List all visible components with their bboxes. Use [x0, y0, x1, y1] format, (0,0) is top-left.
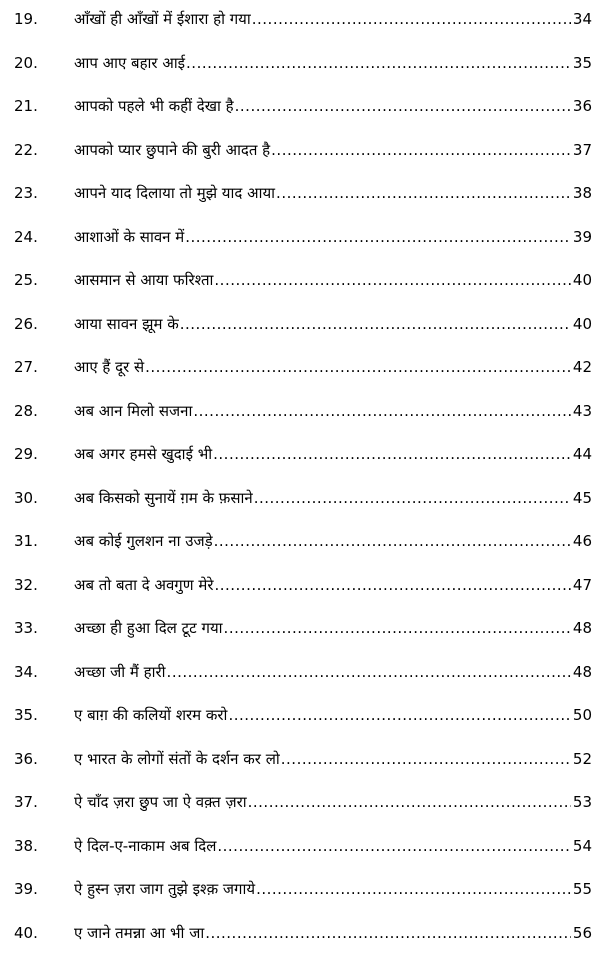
- toc-entry: [0, 570, 600, 600]
- entry-title: अब किसको सुनायें ग़म के फ़साने: [74, 488, 253, 507]
- entry-number: 19.: [14, 10, 38, 28]
- entry-title: आए हैं दूर से: [74, 358, 145, 376]
- dot-leader: [281, 744, 571, 774]
- dot-leader: [193, 396, 571, 426]
- entry-page-number: 50: [572, 706, 592, 724]
- entry-page-number: 53: [572, 793, 592, 811]
- entry-number: 20.: [14, 53, 38, 72]
- entry-title: अब अगर हमसे खुदाई भी: [74, 445, 213, 463]
- dot-leader: [180, 309, 571, 339]
- entry-number: 29.: [14, 445, 38, 463]
- entry-page-number: 42: [572, 358, 592, 376]
- entry-page-number: 39: [572, 227, 592, 246]
- dot-leader: [186, 48, 571, 78]
- entry-number: 33.: [14, 619, 38, 637]
- toc-entry: [0, 918, 600, 948]
- entry-title: आप आए बहार आई: [74, 53, 186, 72]
- toc-entry: [0, 396, 600, 426]
- dot-leader: [224, 613, 571, 643]
- entry-page-number: 48: [572, 662, 592, 681]
- entry-title: अब तो बता दे अवगुण मेरे: [74, 575, 214, 594]
- entry-number: 21.: [14, 97, 38, 115]
- dot-leader: [271, 135, 571, 165]
- toc-entry: [0, 831, 600, 861]
- dot-leader: [256, 874, 571, 904]
- entry-title: ए भारत के लोगों संतों के दर्शन कर लो: [74, 749, 280, 768]
- toc-entry: [0, 91, 600, 121]
- dot-leader: [276, 178, 571, 208]
- entry-number: 24.: [14, 227, 38, 246]
- entry-page-number: 52: [572, 749, 592, 768]
- entry-title: आया सावन झूम के: [74, 314, 179, 333]
- dot-leader: [254, 483, 571, 513]
- entry-title: आपको पहले भी कहीं देखा है: [74, 97, 234, 115]
- dot-leader: [185, 222, 571, 252]
- dot-leader: [145, 352, 571, 382]
- entry-title: ऐ दिल-ए-नाकाम अब दिल: [74, 836, 217, 855]
- entry-number: 27.: [14, 358, 38, 376]
- entry-title: ऐ हुस्न ज़रा जाग तुझे इश्क़ जगाये: [74, 880, 256, 898]
- entry-title: अच्छा ही हुआ दिल टूट गया: [74, 619, 223, 637]
- entry-number: 25.: [14, 271, 38, 289]
- toc-entry: [0, 48, 600, 78]
- entry-title: अच्छा जी मैं हारी: [74, 662, 166, 681]
- dot-leader: [214, 265, 571, 295]
- toc-entry: [0, 309, 600, 339]
- entry-title: अब आन मिलो सजना: [74, 401, 193, 420]
- entry-page-number: 46: [572, 532, 592, 550]
- entry-page-number: 56: [572, 923, 592, 942]
- toc-entry: [0, 4, 600, 34]
- toc-entry: [0, 222, 600, 252]
- toc-entry: [0, 787, 600, 817]
- entry-title: आशाओं के सावन में: [74, 227, 185, 246]
- dot-leader: [252, 4, 571, 34]
- entry-number: 28.: [14, 401, 38, 420]
- entry-title: अब कोई गुलशन ना उजड़े: [74, 532, 213, 550]
- entry-title: आपको प्यार छुपाने की बुरी आदत है: [74, 140, 271, 159]
- toc-entry: [0, 700, 600, 730]
- entry-number: 40.: [14, 923, 38, 942]
- entry-number: 23.: [14, 184, 38, 202]
- entry-title: ऐ चाँद ज़रा छुप जा ऐ वक़्त ज़रा: [74, 793, 247, 811]
- entry-number: 35.: [14, 706, 38, 724]
- entry-page-number: 43: [572, 401, 592, 420]
- entry-number: 34.: [14, 662, 38, 681]
- toc-entry: [0, 265, 600, 295]
- entry-number: 36.: [14, 749, 38, 768]
- dot-leader: [217, 831, 571, 861]
- toc-entry: [0, 613, 600, 643]
- entry-page-number: 34: [572, 10, 592, 28]
- toc-entry: [0, 178, 600, 208]
- entry-number: 22.: [14, 140, 38, 159]
- entry-number: 26.: [14, 314, 38, 333]
- entry-title: आँखों ही आँखों में ईशारा हो गया: [74, 10, 251, 28]
- entry-page-number: 54: [572, 836, 592, 855]
- toc-entry: [0, 874, 600, 904]
- dot-leader: [214, 526, 571, 556]
- toc-entry: [0, 439, 600, 469]
- toc-entry: [0, 526, 600, 556]
- entry-page-number: 36: [572, 97, 592, 115]
- dot-leader: [205, 918, 571, 948]
- dot-leader: [235, 91, 571, 121]
- entry-page-number: 44: [572, 445, 592, 463]
- entry-number: 31.: [14, 532, 38, 550]
- entry-title: ए बाग़ की कलियों शरम करो: [74, 706, 228, 724]
- toc-entry: [0, 135, 600, 165]
- entry-title: ए जाने तमन्ना आ भी जा: [74, 923, 205, 942]
- entry-page-number: 48: [572, 619, 592, 637]
- entry-page-number: 55: [572, 880, 592, 898]
- dot-leader: [228, 700, 570, 730]
- entry-title: आसमान से आया फरिश्ता: [74, 271, 214, 289]
- toc-entry: [0, 352, 600, 382]
- entry-page-number: 38: [572, 184, 592, 202]
- toc-entry: [0, 744, 600, 774]
- dot-leader: [213, 439, 571, 469]
- entry-number: 32.: [14, 575, 38, 594]
- dot-leader: [248, 787, 571, 817]
- entry-page-number: 40: [572, 271, 592, 289]
- toc-entry: [0, 483, 600, 513]
- dot-leader: [167, 657, 571, 687]
- entry-number: 38.: [14, 836, 38, 855]
- entry-page-number: 40: [572, 314, 592, 333]
- entry-page-number: 35: [572, 53, 592, 72]
- entry-title: आपने याद दिलाया तो मुझे याद आया: [74, 184, 276, 202]
- entry-number: 39.: [14, 880, 38, 898]
- entry-page-number: 47: [572, 575, 592, 594]
- dot-leader: [214, 570, 570, 600]
- toc-entry: [0, 657, 600, 687]
- entry-number: 37.: [14, 793, 38, 811]
- entry-page-number: 37: [572, 140, 592, 159]
- entry-page-number: 45: [572, 488, 592, 507]
- entry-number: 30.: [14, 488, 38, 507]
